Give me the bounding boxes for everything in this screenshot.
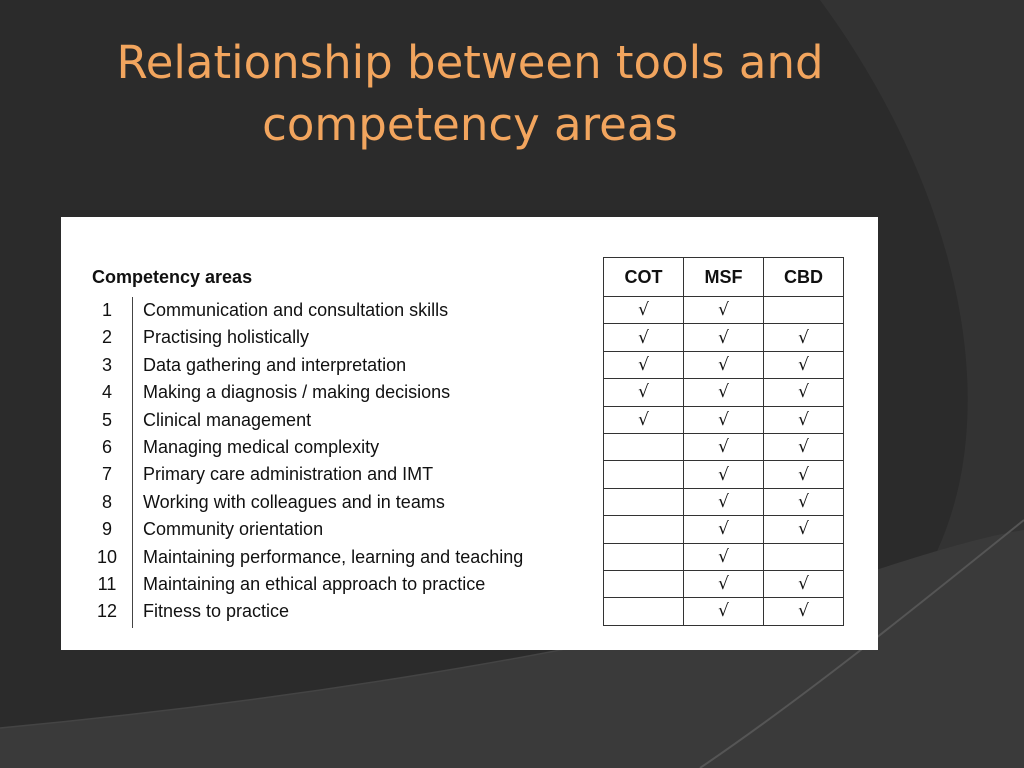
competency-name: Primary care administration and IMT [143,464,434,485]
competency-row [91,571,571,598]
check-cell-cbd [764,351,844,378]
check-cell-cot [604,598,684,625]
check-mark-icon: √ [718,382,729,403]
tools-row [604,297,844,324]
check-cell-msf [684,461,764,488]
competency-name: Maintaining performance, learning and teaching [143,546,524,567]
tool-header-cot: COT [604,258,684,297]
competency-row [91,489,571,516]
tools-row [604,598,844,625]
tools-row [604,570,844,597]
check-cell-cbd [764,543,844,570]
check-cell-msf [684,570,764,597]
check-cell-cbd [764,297,844,324]
competency-name: Communication and consultation skills [143,300,449,320]
competency-number: 5 [101,409,112,430]
check-cell-cbd [764,516,844,543]
check-mark-icon: √ [718,300,729,321]
competency-number: 9 [101,519,112,540]
tools-row [604,516,844,543]
check-cell-cot [604,351,684,378]
tools-row [604,351,844,378]
competency-number: 8 [101,491,112,512]
check-cell-msf [684,516,764,543]
competency-number: 11 [97,573,117,594]
check-cell-cot [604,570,684,597]
check-mark-icon: √ [638,409,649,430]
competency-name: Data gathering and interpretation [143,354,407,375]
check-mark-icon: √ [798,601,809,622]
competency-name: Managing medical complexity [143,436,380,457]
check-cell-cbd [764,461,844,488]
competency-name: Making a diagnosis / making decisions [143,382,451,403]
check-cell-cbd [764,598,844,625]
check-cell-msf [684,598,764,625]
check-mark-icon: √ [638,327,649,348]
competency-name: Community orientation [143,519,324,540]
slide-title [0,32,940,156]
check-cell-cbd [764,406,844,433]
check-mark-icon: √ [718,546,729,567]
competency-areas-list [91,297,571,626]
check-cell-cbd [764,570,844,597]
check-mark-icon: √ [718,327,729,348]
competency-row [91,461,571,488]
tools-row [604,488,844,515]
slide-title-line-1: Relationship between tools and [116,36,824,89]
check-mark-icon: √ [798,519,809,540]
check-mark-icon: √ [718,354,729,375]
check-cell-cot [604,488,684,515]
competency-row [91,324,571,351]
check-mark-icon: √ [638,354,649,375]
competency-table-panel [61,217,878,650]
check-cell-cot [604,324,684,351]
competency-number: 3 [101,354,112,375]
slide-title-line-2: competency areas [262,98,678,151]
competency-row [91,407,571,434]
competency-name: Practising holistically [143,327,310,348]
check-cell-msf [684,324,764,351]
check-cell-cot [604,297,684,324]
check-mark-icon: √ [718,409,729,430]
check-mark-icon: √ [718,491,729,512]
competency-row [91,544,571,571]
tools-row [604,379,844,406]
competency-name: Working with colleagues and in teams [143,491,445,512]
competency-name: Maintaining an ethical approach to practice [143,573,486,594]
check-mark-icon: √ [798,409,809,430]
check-mark-icon: √ [718,437,729,458]
tools-header-row [604,258,844,297]
competency-row [91,379,571,406]
competency-number: 2 [101,327,112,348]
competency-row [91,598,571,625]
competency-row [91,516,571,543]
check-cell-cot [604,379,684,406]
check-mark-icon: √ [638,382,649,403]
check-cell-msf [684,488,764,515]
check-cell-msf [684,406,764,433]
check-cell-cot [604,516,684,543]
competency-areas-heading: Competency areas [92,267,253,287]
competency-number: 12 [96,601,118,622]
check-cell-cbd [764,433,844,460]
tools-row [604,406,844,433]
check-mark-icon: √ [638,300,649,321]
competency-number: 10 [96,546,118,567]
check-mark-icon: √ [718,519,729,540]
competency-name: Clinical management [143,409,312,430]
check-cell-msf [684,433,764,460]
check-cell-cot [604,406,684,433]
check-mark-icon: √ [718,574,729,595]
competency-number: 4 [101,382,112,403]
tools-row [604,324,844,351]
check-cell-msf [684,379,764,406]
check-cell-cbd [764,324,844,351]
check-mark-icon: √ [718,601,729,622]
check-cell-cbd [764,379,844,406]
check-mark-icon: √ [798,491,809,512]
competency-row [91,352,571,379]
check-mark-icon: √ [798,437,809,458]
check-mark-icon: √ [798,354,809,375]
competency-number: 6 [101,436,112,457]
competency-number: 1 [101,300,112,320]
tools-matrix [603,257,844,626]
tools-row [604,461,844,488]
check-cell-cot [604,433,684,460]
competency-name: Fitness to practice [143,601,290,622]
check-cell-cot [604,461,684,488]
competency-row [91,297,571,324]
check-cell-cot [604,543,684,570]
check-cell-cbd [764,488,844,515]
tools-row [604,433,844,460]
check-cell-msf [684,351,764,378]
check-cell-msf [684,297,764,324]
check-mark-icon: √ [718,464,729,485]
competency-number: 7 [101,464,112,485]
check-mark-icon: √ [798,382,809,403]
tool-header-cbd: CBD [764,258,844,297]
check-mark-icon: √ [798,327,809,348]
tools-row [604,543,844,570]
check-cell-msf [684,543,764,570]
check-mark-icon: √ [798,574,809,595]
competency-row [91,434,571,461]
check-mark-icon: √ [798,464,809,485]
tool-header-msf: MSF [684,258,764,297]
